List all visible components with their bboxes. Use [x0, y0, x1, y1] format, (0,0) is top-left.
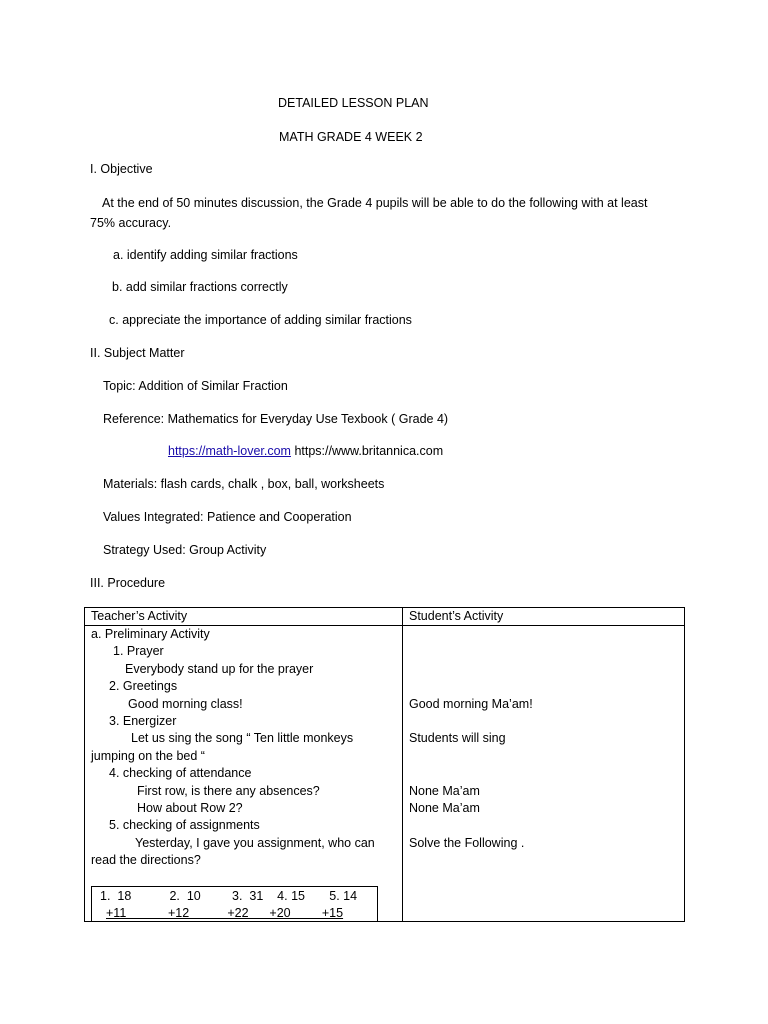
problems-top-row: 1. 18 2. 10 3. 31 4. 15 5. 14 — [100, 889, 358, 903]
strategy-line: Strategy Used: Group Activity — [103, 543, 267, 557]
math-lover-link[interactable]: https://math-lover.com — [168, 444, 291, 458]
topic-line: Topic: Addition of Similar Fraction — [103, 379, 288, 393]
teacher-line: Yesterday, I gave you assignment, who can — [135, 836, 375, 850]
procedure-table — [84, 607, 685, 922]
britannica-link-text: https://www.britannica.com — [294, 444, 444, 458]
reference-links — [168, 443, 443, 459]
teacher-line: First row, is there any absences? — [137, 784, 320, 798]
teacher-line: jumping on the bed “ — [91, 749, 205, 763]
teacher-line: How about Row 2? — [137, 801, 243, 815]
teacher-activity-header: Teacher’s Activity — [91, 609, 188, 623]
problems-bottom-row: +11 +12 +22 +20 +15 — [106, 906, 344, 920]
teacher-line: Everybody stand up for the prayer — [125, 662, 314, 676]
teacher-line: read the directions? — [91, 853, 201, 867]
materials-line: Materials: flash cards, chalk , box, ball, worksheets — [103, 477, 385, 491]
student-line: None Ma’am — [409, 801, 480, 815]
document-subtitle: MATH GRADE 4 WEEK 2 — [279, 130, 423, 144]
objective-item-a: a. identify adding similar fractions — [113, 248, 298, 262]
teacher-line: Let us sing the song “ Ten little monkeys — [131, 731, 354, 745]
assignment-problems-box — [91, 886, 378, 922]
student-line: Students will sing — [409, 731, 506, 745]
table-column-divider — [402, 608, 403, 921]
document-title: DETAILED LESSON PLAN — [278, 96, 429, 110]
objective-item-b: b. add similar fractions correctly — [112, 280, 288, 294]
objective-intro: At the end of 50 minutes discussion, the Grade 4 pupils will be able to do the following with at least 75% accuracy. — [90, 196, 648, 230]
teacher-line: a. Preliminary Activity — [91, 627, 210, 641]
objective-heading: I. Objective — [90, 162, 153, 176]
teacher-line: 3. Energizer — [109, 714, 177, 728]
teacher-line: 2. Greetings — [109, 679, 178, 693]
student-line: None Ma’am — [409, 784, 480, 798]
reference-line: Reference: Mathematics for Everyday Use Texbook ( Grade 4) — [103, 412, 449, 426]
subject-matter-heading: II. Subject Matter — [90, 346, 185, 360]
student-line: Solve the Following . — [409, 836, 525, 850]
teacher-line: 1. Prayer — [113, 644, 164, 658]
student-line: Good morning Ma’am! — [409, 697, 533, 711]
teacher-line: 5. checking of assignments — [109, 818, 260, 832]
procedure-heading: III. Procedure — [90, 576, 166, 590]
teacher-line: Good morning class! — [128, 697, 243, 711]
objective-item-c: c. appreciate the importance of adding similar fractions — [109, 313, 412, 327]
student-activity-header: Student’s Activity — [409, 609, 504, 623]
values-line: Values Integrated: Patience and Cooperation — [103, 510, 352, 524]
teacher-line: 4. checking of attendance — [109, 766, 252, 780]
